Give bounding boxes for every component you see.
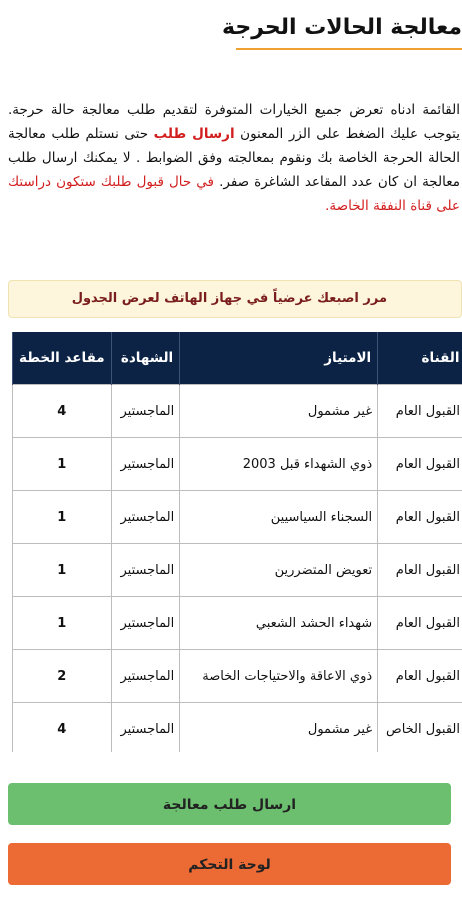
cell-seats: 4 <box>13 703 112 753</box>
header-channel: القناة <box>378 332 462 385</box>
cell-certificate: الماجستير <box>111 597 180 650</box>
page-title: معالجة الحالات الحرجة <box>222 15 462 40</box>
cell-seats: 4 <box>13 385 112 438</box>
intro-text-part2: حتى نستلم طلب معالجة الحالة الحرجة الخاصة بك ونقوم بمعالجته وفق الضوابط . لا يمكنك ارسال طلب معالجة ان كان عدد المقاعد الشاغرة صفر. <box>8 125 460 190</box>
cell-seats: 2 <box>13 650 112 703</box>
header-certificate: الشهادة <box>111 332 180 385</box>
intro-private-channel-note: في حال قبول طلبك ستكون دراستك على قناة النفقة الخاصة. <box>8 173 460 214</box>
cell-privilege: غير مشمول <box>180 385 378 438</box>
cell-channel: القبول العام <box>378 491 462 544</box>
cell-privilege: ذوي الاعاقة والاحتياجات الخاصة <box>180 650 378 703</box>
table-header-row <box>13 332 462 385</box>
table-row <box>13 597 462 650</box>
intro-send-request-link: ارسال طلب <box>153 125 235 142</box>
cell-privilege: ذوي الشهداء قبل 2003 <box>180 438 378 491</box>
cell-seats: 1 <box>13 438 112 491</box>
cell-certificate: الماجستير <box>111 491 180 544</box>
table-row <box>13 650 462 703</box>
cell-seats: 1 <box>13 544 112 597</box>
cell-channel: القبول العام <box>378 438 462 491</box>
table-row <box>13 703 462 753</box>
cell-privilege: غير مشمول <box>180 703 378 753</box>
cell-privilege: شهداء الحشد الشعبي <box>180 597 378 650</box>
intro-paragraph <box>8 98 460 270</box>
cell-privilege: السجناء السياسيين <box>180 491 378 544</box>
cell-certificate: الماجستير <box>111 703 180 753</box>
cell-certificate: الماجستير <box>111 438 180 491</box>
cell-certificate: الماجستير <box>111 544 180 597</box>
dashboard-button[interactable]: لوحة التحكم <box>8 843 451 885</box>
table-row <box>13 544 462 597</box>
cell-channel: القبول العام <box>378 385 462 438</box>
table-row <box>13 491 462 544</box>
cell-channel: القبول العام <box>378 650 462 703</box>
options-table <box>12 332 462 752</box>
submit-request-button[interactable]: ارسال طلب معالجة <box>8 783 451 825</box>
scroll-hint: مرر اصبعك عرضياً في جهاز الهاتف لعرض الجدول <box>8 280 462 318</box>
table-body <box>13 385 462 753</box>
intro-text-part1: القائمة ادناه تعرض جميع الخيارات المتوفرة لتقديم طلب معالجة حالة حرجة. يتوجب عليك الضغط على الزر المعنون <box>8 101 460 142</box>
title-underline <box>236 48 462 50</box>
cell-certificate: الماجستير <box>111 385 180 438</box>
cell-certificate: الماجستير <box>111 650 180 703</box>
cell-channel: القبول الخاص <box>378 703 462 753</box>
page-header <box>222 8 462 50</box>
cell-seats: 1 <box>13 491 112 544</box>
cell-privilege: تعويض المتضررين <box>180 544 378 597</box>
header-privilege: الامتياز <box>180 332 378 385</box>
table-scroll-container[interactable] <box>8 332 462 752</box>
table-row <box>13 385 462 438</box>
table-row <box>13 438 462 491</box>
header-seats: مقاعد الخطة <box>13 332 112 385</box>
cell-channel: القبول العام <box>378 544 462 597</box>
cell-channel: القبول العام <box>378 597 462 650</box>
cell-seats: 1 <box>13 597 112 650</box>
